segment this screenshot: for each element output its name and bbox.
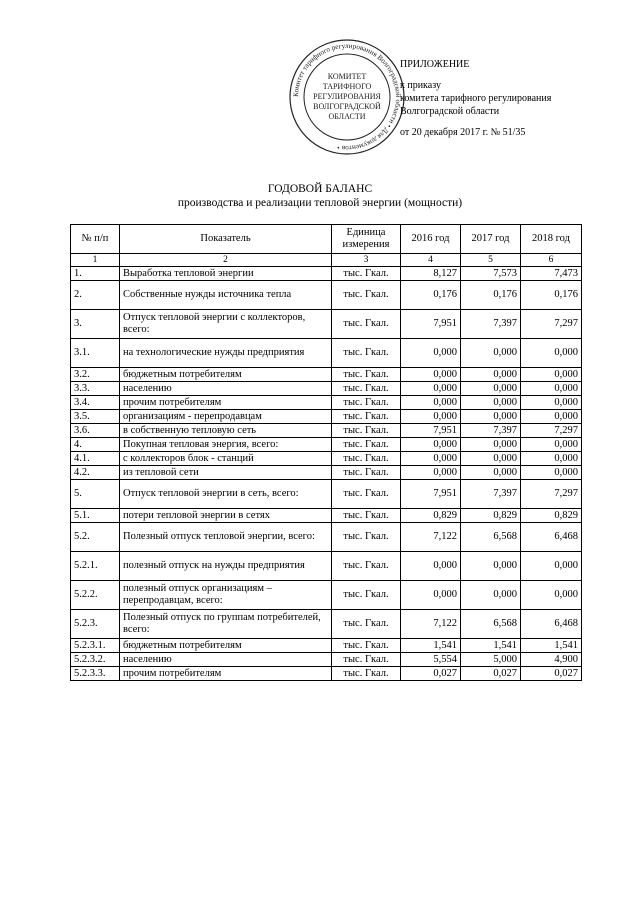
column-number: 3 [332, 254, 401, 267]
header-2017: 2017 год [461, 225, 521, 254]
row-value-2018: 0,000 [521, 382, 582, 396]
row-unit: тыс. Гкал. [332, 667, 401, 681]
row-unit: тыс. Гкал. [332, 452, 401, 466]
row-value-2018: 0,000 [521, 466, 582, 480]
header-unit: Единица измерения [332, 225, 401, 254]
row-indicator: Полезный отпуск по группам потребителей, всего: [120, 610, 332, 639]
row-value-2018: 6,468 [521, 610, 582, 639]
row-value-2018: 7,297 [521, 480, 582, 509]
row-number: 2. [71, 281, 120, 310]
row-value-2016: 0,000 [401, 466, 461, 480]
row-indicator: на технологические нужды предприятия [120, 339, 332, 368]
table-row [71, 639, 582, 653]
row-value-2018: 0,000 [521, 368, 582, 382]
row-value-2016: 1,541 [401, 639, 461, 653]
header-2018: 2018 год [521, 225, 582, 254]
row-value-2017: 0,000 [461, 382, 521, 396]
row-number: 3. [71, 310, 120, 339]
row-value-2017: 0,000 [461, 368, 521, 382]
row-indicator: с коллекторов блок - станций [120, 452, 332, 466]
column-number: 2 [120, 254, 332, 267]
row-unit: тыс. Гкал. [332, 438, 401, 452]
document-title [0, 182, 640, 210]
column-number: 4 [401, 254, 461, 267]
row-value-2017: 0,027 [461, 667, 521, 681]
row-value-2017: 0,176 [461, 281, 521, 310]
row-indicator: полезный отпуск организациям – перепродавцам, всего: [120, 581, 332, 610]
row-value-2018: 6,468 [521, 523, 582, 552]
row-number: 3.4. [71, 396, 120, 410]
row-unit: тыс. Гкал. [332, 581, 401, 610]
row-value-2017: 0,000 [461, 438, 521, 452]
row-value-2016: 0,000 [401, 339, 461, 368]
column-number: 1 [71, 254, 120, 267]
row-indicator: населению [120, 653, 332, 667]
row-value-2017: 0,000 [461, 452, 521, 466]
row-number: 3.5. [71, 410, 120, 424]
table-row [71, 310, 582, 339]
row-value-2016: 0,000 [401, 552, 461, 581]
row-value-2016: 0,000 [401, 396, 461, 410]
table-row [71, 552, 582, 581]
balance-table [70, 224, 582, 681]
row-value-2017: 0,000 [461, 410, 521, 424]
row-number: 5.2. [71, 523, 120, 552]
table-row [71, 509, 582, 523]
row-value-2018: 7,473 [521, 267, 582, 281]
table-row [71, 368, 582, 382]
title-line-1: ГОДОВОЙ БАЛАНС [267, 183, 373, 195]
row-indicator: Отпуск тепловой энергии в сеть, всего: [120, 480, 332, 509]
table-row [71, 667, 582, 681]
row-value-2018: 0,000 [521, 581, 582, 610]
row-value-2017: 7,397 [461, 480, 521, 509]
row-value-2016: 7,951 [401, 480, 461, 509]
row-value-2016: 0,027 [401, 667, 461, 681]
row-number: 3.3. [71, 382, 120, 396]
row-indicator: полезный отпуск на нужды предприятия [120, 552, 332, 581]
row-indicator: Отпуск тепловой энергии с коллекторов, всего: [120, 310, 332, 339]
row-value-2017: 0,000 [461, 581, 521, 610]
appendix-title: ПРИЛОЖЕНИЕ [400, 59, 470, 70]
row-value-2018: 0,000 [521, 396, 582, 410]
row-value-2016: 0,000 [401, 581, 461, 610]
row-value-2018: 4,900 [521, 653, 582, 667]
row-unit: тыс. Гкал. [332, 509, 401, 523]
table-row [71, 410, 582, 424]
row-value-2017: 7,397 [461, 310, 521, 339]
row-unit: тыс. Гкал. [332, 653, 401, 667]
row-value-2018: 0,000 [521, 438, 582, 452]
header-row [71, 225, 582, 254]
appendix-block [400, 58, 551, 139]
table-row [71, 610, 582, 639]
stamp-center-line: КОМИТЕТ [327, 72, 367, 81]
order-reference: к приказу [400, 80, 441, 91]
row-indicator: Выработка тепловой энергии [120, 267, 332, 281]
row-value-2017: 7,397 [461, 424, 521, 438]
row-indicator: в собственную тепловую сеть [120, 424, 332, 438]
row-number: 5.2.3.3. [71, 667, 120, 681]
row-number: 5. [71, 480, 120, 509]
row-value-2018: 7,297 [521, 424, 582, 438]
row-unit: тыс. Гкал. [332, 410, 401, 424]
order-date: от 20 декабря 2017 г. № 51/35 [400, 127, 526, 138]
row-unit: тыс. Гкал. [332, 339, 401, 368]
row-value-2016: 8,127 [401, 267, 461, 281]
row-value-2016: 0,000 [401, 410, 461, 424]
row-number: 3.6. [71, 424, 120, 438]
table-row [71, 339, 582, 368]
row-number: 4.1. [71, 452, 120, 466]
row-value-2018: 0,176 [521, 281, 582, 310]
row-value-2016: 0,000 [401, 438, 461, 452]
row-number: 5.2.3.1. [71, 639, 120, 653]
table-row [71, 452, 582, 466]
row-unit: тыс. Гкал. [332, 424, 401, 438]
row-value-2016: 7,122 [401, 523, 461, 552]
row-unit: тыс. Гкал. [332, 610, 401, 639]
row-value-2018: 0,000 [521, 552, 582, 581]
table-row [71, 424, 582, 438]
row-indicator: потери тепловой энергии в сетях [120, 509, 332, 523]
table-row [71, 396, 582, 410]
row-value-2016: 0,176 [401, 281, 461, 310]
row-unit: тыс. Гкал. [332, 310, 401, 339]
row-unit: тыс. Гкал. [332, 281, 401, 310]
row-unit: тыс. Гкал. [332, 639, 401, 653]
row-unit: тыс. Гкал. [332, 480, 401, 509]
row-indicator: Полезный отпуск тепловой энергии, всего: [120, 523, 332, 552]
header-indicator: Показатель [120, 225, 332, 254]
row-unit: тыс. Гкал. [332, 368, 401, 382]
row-unit: тыс. Гкал. [332, 552, 401, 581]
stamp-center-line: ОБЛАСТИ [328, 112, 366, 121]
stamp-ring-text: Комитет тарифного регулирования Волгоградской области • Для документов • [291, 41, 403, 153]
row-value-2017: 0,000 [461, 552, 521, 581]
committee-stamp [288, 38, 406, 156]
row-value-2016: 7,951 [401, 424, 461, 438]
row-value-2017: 0,000 [461, 466, 521, 480]
row-indicator: бюджетным потребителям [120, 368, 332, 382]
title-line-2: производства и реализации тепловой энергии (мощности) [177, 197, 463, 209]
row-value-2017: 0,829 [461, 509, 521, 523]
stamp-center-line: ВОЛГОГРАДСКОЙ [313, 102, 381, 111]
table-row [71, 653, 582, 667]
row-number: 5.2.2. [71, 581, 120, 610]
table-row [71, 581, 582, 610]
row-indicator: населению [120, 382, 332, 396]
row-indicator: бюджетным потребителям [120, 639, 332, 653]
header-number: № п/п [71, 225, 120, 254]
row-value-2017: 7,573 [461, 267, 521, 281]
row-number: 1. [71, 267, 120, 281]
stamp-center-line: РЕГУЛИРОВАНИЯ [313, 92, 381, 101]
row-number: 3.2. [71, 368, 120, 382]
column-number: 5 [461, 254, 521, 267]
row-value-2016: 0,829 [401, 509, 461, 523]
row-value-2018: 1,541 [521, 639, 582, 653]
row-value-2018: 0,027 [521, 667, 582, 681]
row-value-2016: 5,554 [401, 653, 461, 667]
row-value-2017: 5,000 [461, 653, 521, 667]
row-indicator: из тепловой сети [120, 466, 332, 480]
header-2016: 2016 год [401, 225, 461, 254]
table-row [71, 480, 582, 509]
table-row [71, 523, 582, 552]
stamp-center-line: ТАРИФНОГО [322, 82, 372, 91]
row-value-2016: 0,000 [401, 368, 461, 382]
row-indicator: Покупная тепловая энергия, всего: [120, 438, 332, 452]
row-value-2017: 1,541 [461, 639, 521, 653]
column-number: 6 [521, 254, 582, 267]
row-indicator: прочим потребителям [120, 396, 332, 410]
row-value-2016: 7,951 [401, 310, 461, 339]
row-unit: тыс. Гкал. [332, 466, 401, 480]
table-row [71, 382, 582, 396]
row-value-2017: 6,568 [461, 610, 521, 639]
table-row [71, 281, 582, 310]
row-value-2018: 0,000 [521, 410, 582, 424]
row-indicator: Собственные нужды источника тепла [120, 281, 332, 310]
row-unit: тыс. Гкал. [332, 267, 401, 281]
row-value-2017: 0,000 [461, 396, 521, 410]
row-number: 5.2.3.2. [71, 653, 120, 667]
row-value-2016: 0,000 [401, 452, 461, 466]
row-indicator: организациям - перепродавцам [120, 410, 332, 424]
committee-line-2: Волгоградской области [400, 106, 500, 117]
table-row [71, 438, 582, 452]
row-unit: тыс. Гкал. [332, 382, 401, 396]
row-value-2016: 7,122 [401, 610, 461, 639]
row-value-2017: 0,000 [461, 339, 521, 368]
row-unit: тыс. Гкал. [332, 396, 401, 410]
row-unit: тыс. Гкал. [332, 523, 401, 552]
row-indicator: прочим потребителям [120, 667, 332, 681]
row-number: 3.1. [71, 339, 120, 368]
row-number: 5.2.1. [71, 552, 120, 581]
row-number: 5.1. [71, 509, 120, 523]
committee-line-1: комитета тарифного регулирования [400, 93, 552, 104]
row-value-2017: 6,568 [461, 523, 521, 552]
column-number-row [71, 254, 582, 267]
row-number: 5.2.3. [71, 610, 120, 639]
row-number: 4.2. [71, 466, 120, 480]
row-value-2016: 0,000 [401, 382, 461, 396]
row-number: 4. [71, 438, 120, 452]
row-value-2018: 0,000 [521, 339, 582, 368]
table-row [71, 267, 582, 281]
row-value-2018: 0,000 [521, 452, 582, 466]
table-row [71, 466, 582, 480]
row-value-2018: 0,829 [521, 509, 582, 523]
row-value-2018: 7,297 [521, 310, 582, 339]
